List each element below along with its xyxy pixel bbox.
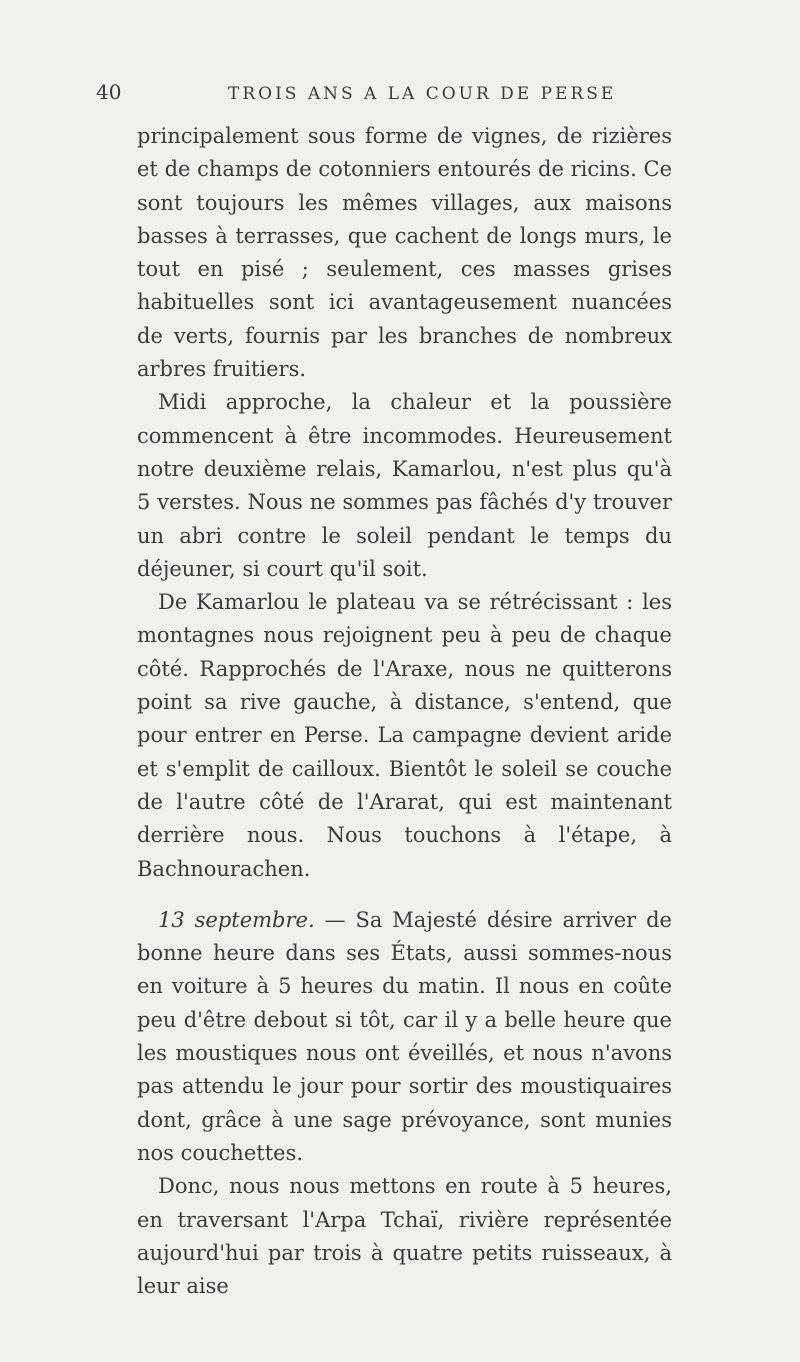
paragraph-continuation: principalement sous forme de vignes, de rizières et de champs de cotonniers entourés de ricins. Ce sont toujours les mêmes villages, aux maisons basses à terrasses, que cachent de longs murs, le tout en pisé ; seulement, ces masses grises habituelles sont ici avantageusement nuancées de verts, fournis par les branches de nombreux arbres fruitiers.: [137, 124, 672, 382]
entry-date: 13 septembre.: [158, 907, 315, 932]
paragraph-kamarlou: De Kamarlou le plateau va se rétrécissant : les montagnes nous rejoignent peu à peu de chaque côté. Rapprochés de l'Araxe, nous ne quitterons point sa rive gauche, à distance, s'entend, que pour entrer en Perse. La campagne devient aride et s'emplit de cailloux. Bientôt le soleil se couche de l'autre côté de l'Ararat, qui est maintenant derrière nous. Nous touchons à l'étape, à Bachnourachen.: [137, 590, 672, 881]
entry-text: — Sa Majesté désire arriver de bonne heure dans ses États, aussi sommes-nous en voiture à 5 heures du matin. Il nous en coûte peu d'être debout si tôt, car il y a belle heure que les moustiques nous ont éveillés, et nous n'avons pas attendu le jour pour sortir des moustiquaires dont, grâce à une sage prévoyance, sont munies nos couchettes.: [137, 907, 672, 1165]
paragraph-donc: Donc, nous nous mettons en route à 5 heures, en traversant l'Arpa Tchaï, rivière représentée aujourd'hui par trois à quatre petits ruisseaux, à leur aise: [137, 1174, 672, 1299]
paragraph-midi: Midi approche, la chaleur et la poussière commencent à être incommodes. Heureusement notre deuxième relais, Kamarlou, n'est plus qu'à 5 verstes. Nous ne sommes pas fâchés d'y trouver un abri contre le soleil pendant le temps du déjeuner, si court qu'il soit.: [137, 390, 672, 581]
page-number: 40: [96, 80, 122, 104]
diary-entry: [137, 904, 672, 1170]
body-text: [137, 120, 672, 1303]
running-title: TROIS ANS A LA COUR DE PERSE: [228, 84, 617, 104]
